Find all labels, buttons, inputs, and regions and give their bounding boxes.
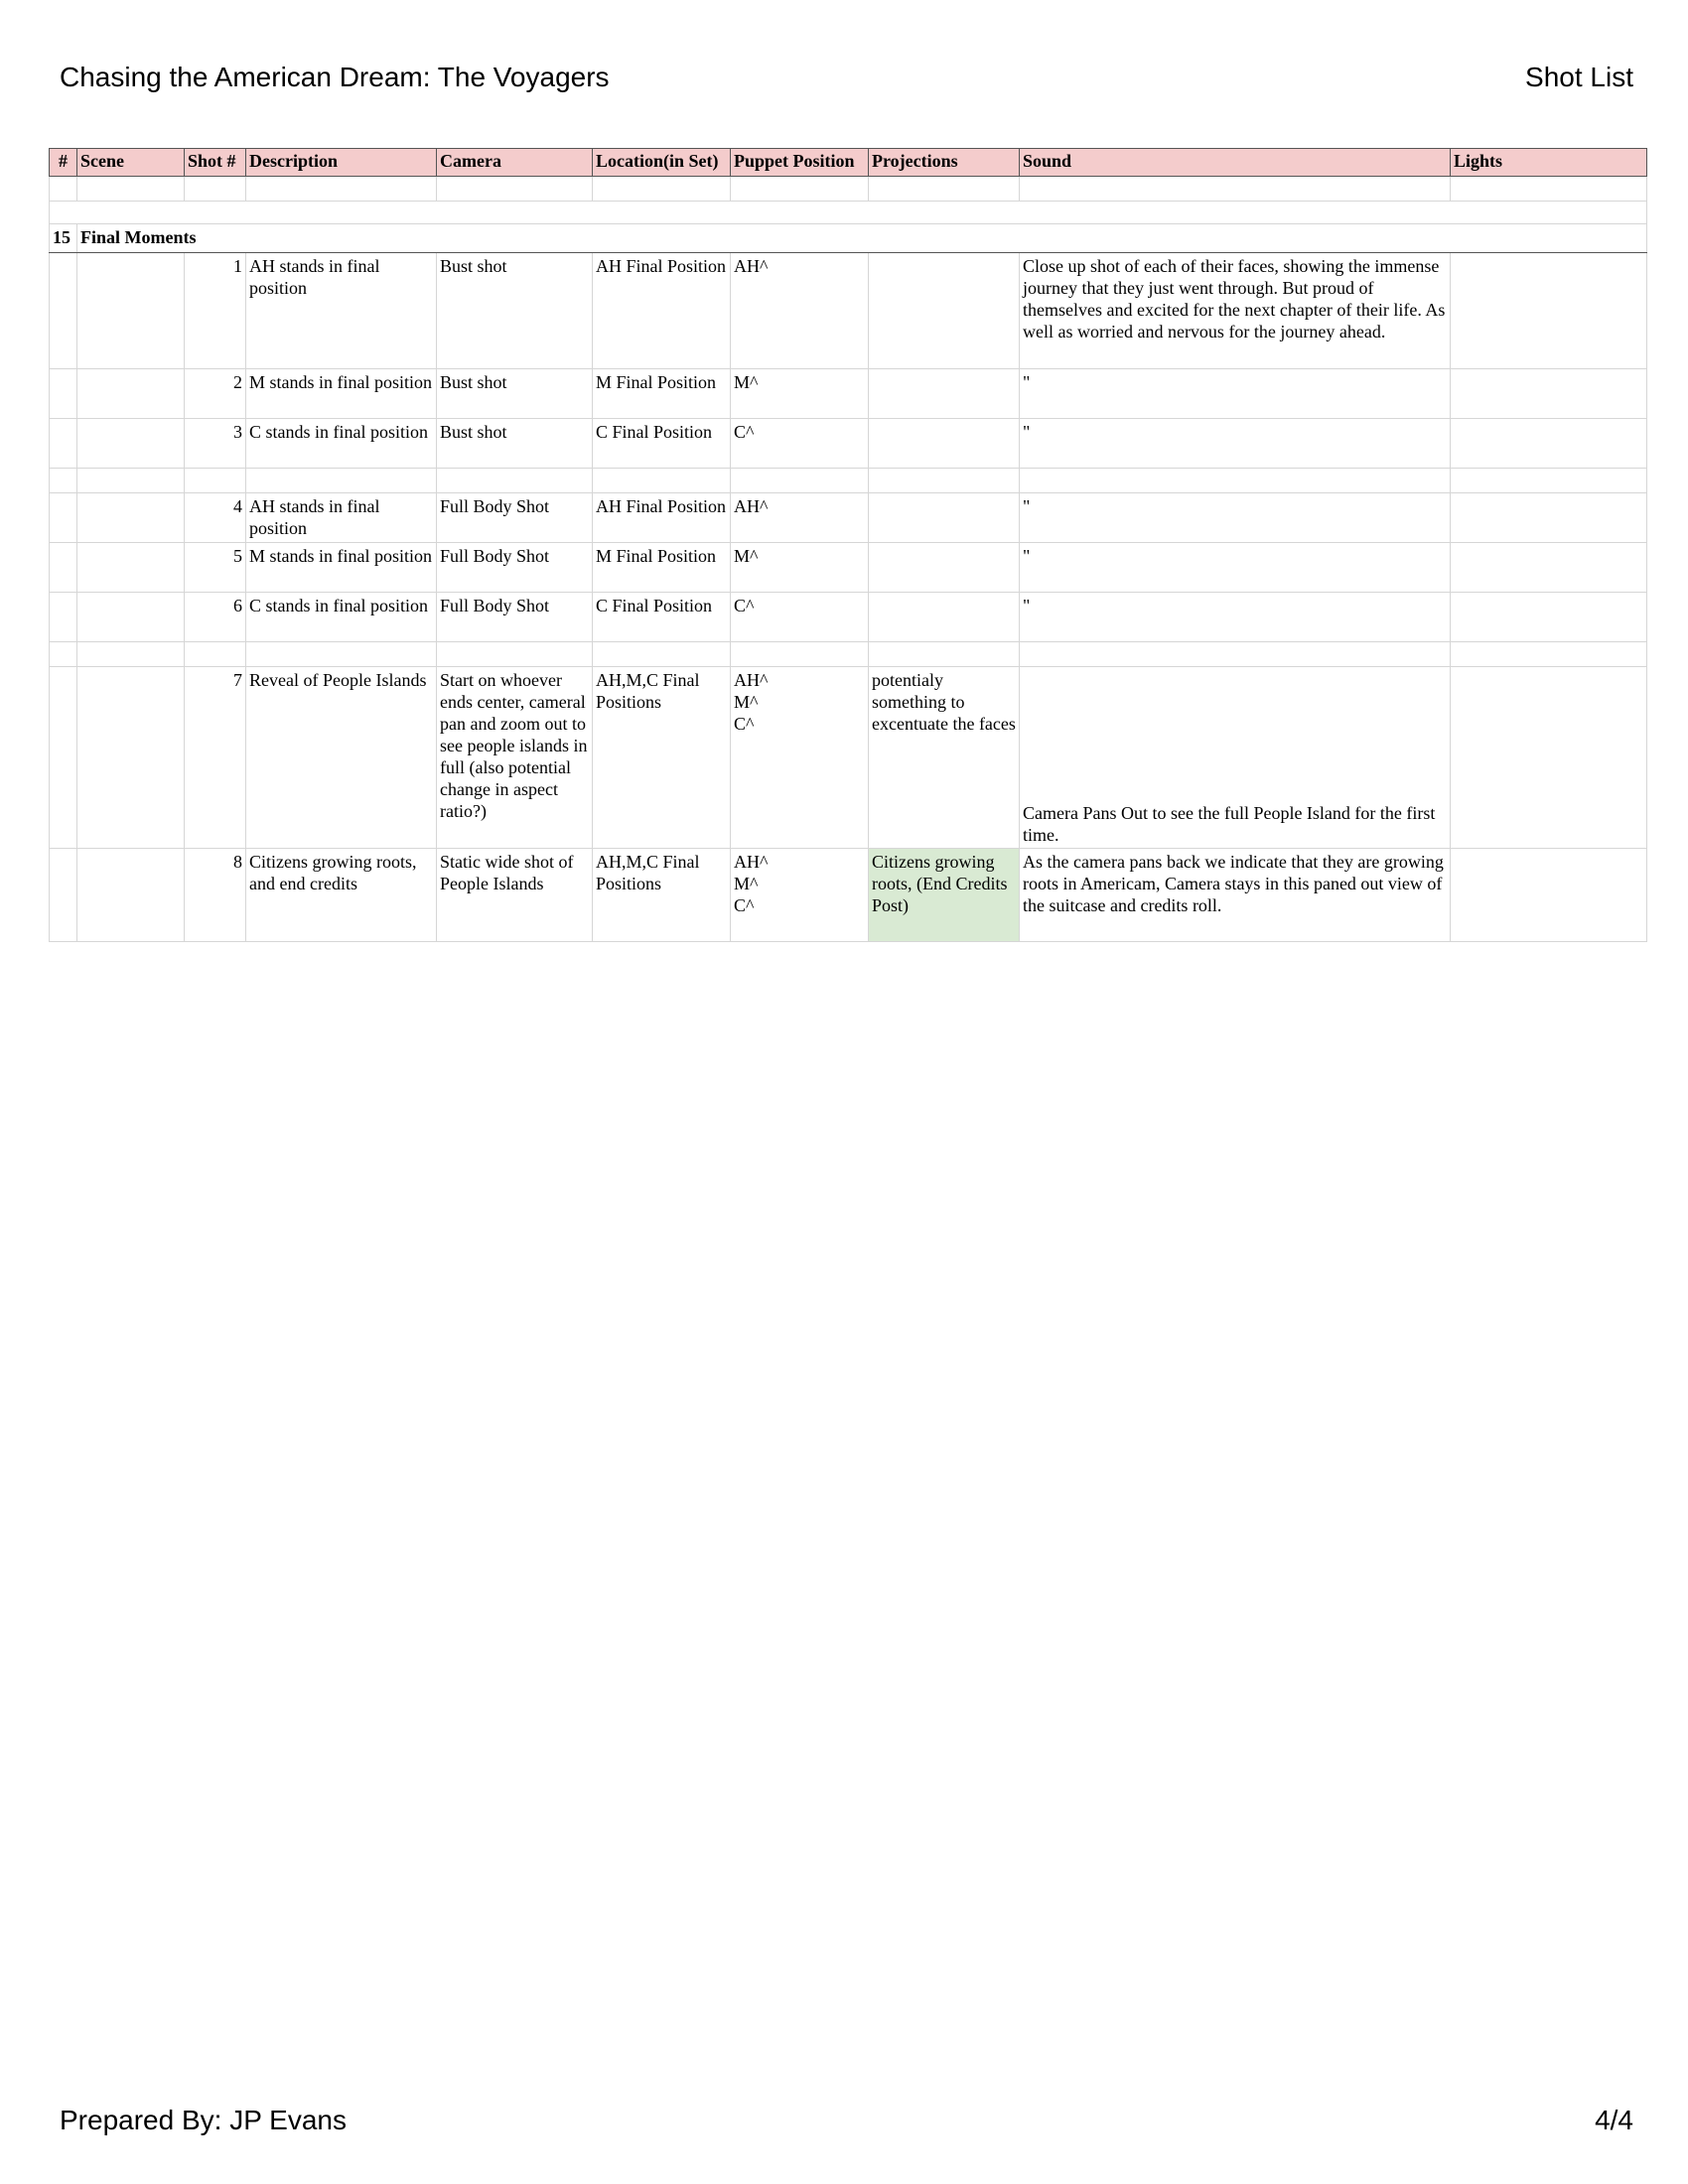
shot-lights [1451, 253, 1647, 369]
shot-location: AH Final Position [593, 253, 731, 369]
shot-number: 6 [185, 593, 246, 642]
shot-sound: " [1020, 543, 1451, 593]
col-header-lights: Lights [1451, 149, 1647, 177]
shot-projections [869, 253, 1020, 369]
shot-location: C Final Position [593, 593, 731, 642]
col-header-shot: Shot # [185, 149, 246, 177]
shot-description: M stands in final position [246, 543, 437, 593]
shot-projections [869, 419, 1020, 469]
table-row [50, 493, 1647, 543]
shot-puppet: M^ [731, 543, 869, 593]
shot-camera: Full Body Shot [437, 493, 593, 543]
table-row [50, 543, 1647, 593]
shot-location: C Final Position [593, 419, 731, 469]
shot-puppet: AH^ [731, 493, 869, 543]
shot-puppet [731, 667, 869, 849]
shot-camera: Full Body Shot [437, 543, 593, 593]
shot-camera: Bust shot [437, 369, 593, 419]
prepared-by: Prepared By: JP Evans [60, 2105, 347, 2135]
table-row [50, 667, 1647, 849]
table-row [50, 419, 1647, 469]
shot-puppet: C^ [731, 419, 869, 469]
puppet-line: M^ [734, 874, 759, 893]
shot-number: 3 [185, 419, 246, 469]
shot-sound: " [1020, 593, 1451, 642]
shot-lights [1451, 369, 1647, 419]
col-header-description: Description [246, 149, 437, 177]
shot-number: 7 [185, 667, 246, 849]
shot-number: 4 [185, 493, 246, 543]
col-header-projections: Projections [869, 149, 1020, 177]
shot-number: 8 [185, 849, 246, 942]
document-type: Shot List [1525, 62, 1633, 92]
puppet-line: C^ [734, 714, 755, 734]
puppet-line: C^ [734, 895, 755, 915]
col-header-camera: Camera [437, 149, 593, 177]
shot-projections [869, 543, 1020, 593]
shot-camera: Full Body Shot [437, 593, 593, 642]
shot-lights [1451, 593, 1647, 642]
shot-lights [1451, 667, 1647, 849]
shot-location: M Final Position [593, 369, 731, 419]
shot-sound: " [1020, 493, 1451, 543]
shot-sound: Camera Pans Out to see the full People Island for the first time. [1020, 667, 1451, 849]
table-row [50, 849, 1647, 942]
scene-row [50, 224, 1647, 253]
shot-camera: Static wide shot of People Islands [437, 849, 593, 942]
puppet-line: M^ [734, 692, 759, 712]
shot-number: 5 [185, 543, 246, 593]
document-title: Chasing the American Dream: The Voyagers [60, 62, 610, 92]
shot-location: AH,M,C Final Positions [593, 667, 731, 849]
scene-name: Final Moments [77, 224, 1647, 253]
shot-description: AH stands in final position [246, 253, 437, 369]
shot-puppet: AH^ [731, 253, 869, 369]
shot-description: C stands in final position [246, 419, 437, 469]
header-row [50, 149, 1647, 177]
col-header-location: Location(in Set) [593, 149, 731, 177]
col-header-scene: Scene [77, 149, 185, 177]
shot-puppet: C^ [731, 593, 869, 642]
shot-description: M stands in final position [246, 369, 437, 419]
col-header-puppet: Puppet Position [731, 149, 869, 177]
shot-location: M Final Position [593, 543, 731, 593]
col-header-number: # [50, 149, 77, 177]
shot-description: Citizens growing roots, and end credits [246, 849, 437, 942]
shot-number: 1 [185, 253, 246, 369]
table-row [50, 253, 1647, 369]
shot-sound: " [1020, 419, 1451, 469]
blank-row [50, 202, 1647, 224]
shot-lights [1451, 849, 1647, 942]
shot-list-table [49, 148, 1647, 942]
table-row [50, 369, 1647, 419]
shot-puppet: M^ [731, 369, 869, 419]
blank-row [50, 469, 1647, 493]
shot-projections [869, 369, 1020, 419]
shot-lights [1451, 543, 1647, 593]
shot-sound: " [1020, 369, 1451, 419]
shot-location: AH,M,C Final Positions [593, 849, 731, 942]
shot-description: AH stands in final position [246, 493, 437, 543]
puppet-line: AH^ [734, 852, 769, 872]
scene-number: 15 [50, 224, 77, 253]
shot-camera: Bust shot [437, 253, 593, 369]
puppet-line: AH^ [734, 670, 769, 690]
shot-description: C stands in final position [246, 593, 437, 642]
shot-camera: Start on whoever ends center, cameral pan and zoom out to see people islands in full (also potential change in aspect ratio?) [437, 667, 593, 849]
shot-lights [1451, 419, 1647, 469]
shot-camera: Bust shot [437, 419, 593, 469]
col-header-sound: Sound [1020, 149, 1451, 177]
table-row [50, 593, 1647, 642]
shot-sound: As the camera pans back we indicate that they are growing roots in Americam, Camera stays in this paned out view of the suitcase and credits roll. [1020, 849, 1451, 942]
shot-sound: Close up shot of each of their faces, showing the immense journey that they just went through. But proud of themselves and excited for the next chapter of their life. As well as worried and nervous for the journey ahead. [1020, 253, 1451, 369]
shot-projections: potentialy something to excentuate the faces [869, 667, 1020, 849]
shot-projections [869, 593, 1020, 642]
shot-projections [869, 493, 1020, 543]
shot-puppet [731, 849, 869, 942]
shot-location: AH Final Position [593, 493, 731, 543]
shot-lights [1451, 493, 1647, 543]
page-number: 4/4 [1595, 2105, 1633, 2135]
blank-row [50, 642, 1647, 667]
shot-description: Reveal of People Islands [246, 667, 437, 849]
shot-number: 2 [185, 369, 246, 419]
shot-projections: Citizens growing roots, (End Credits Post) [869, 849, 1020, 942]
blank-row [50, 177, 1647, 202]
